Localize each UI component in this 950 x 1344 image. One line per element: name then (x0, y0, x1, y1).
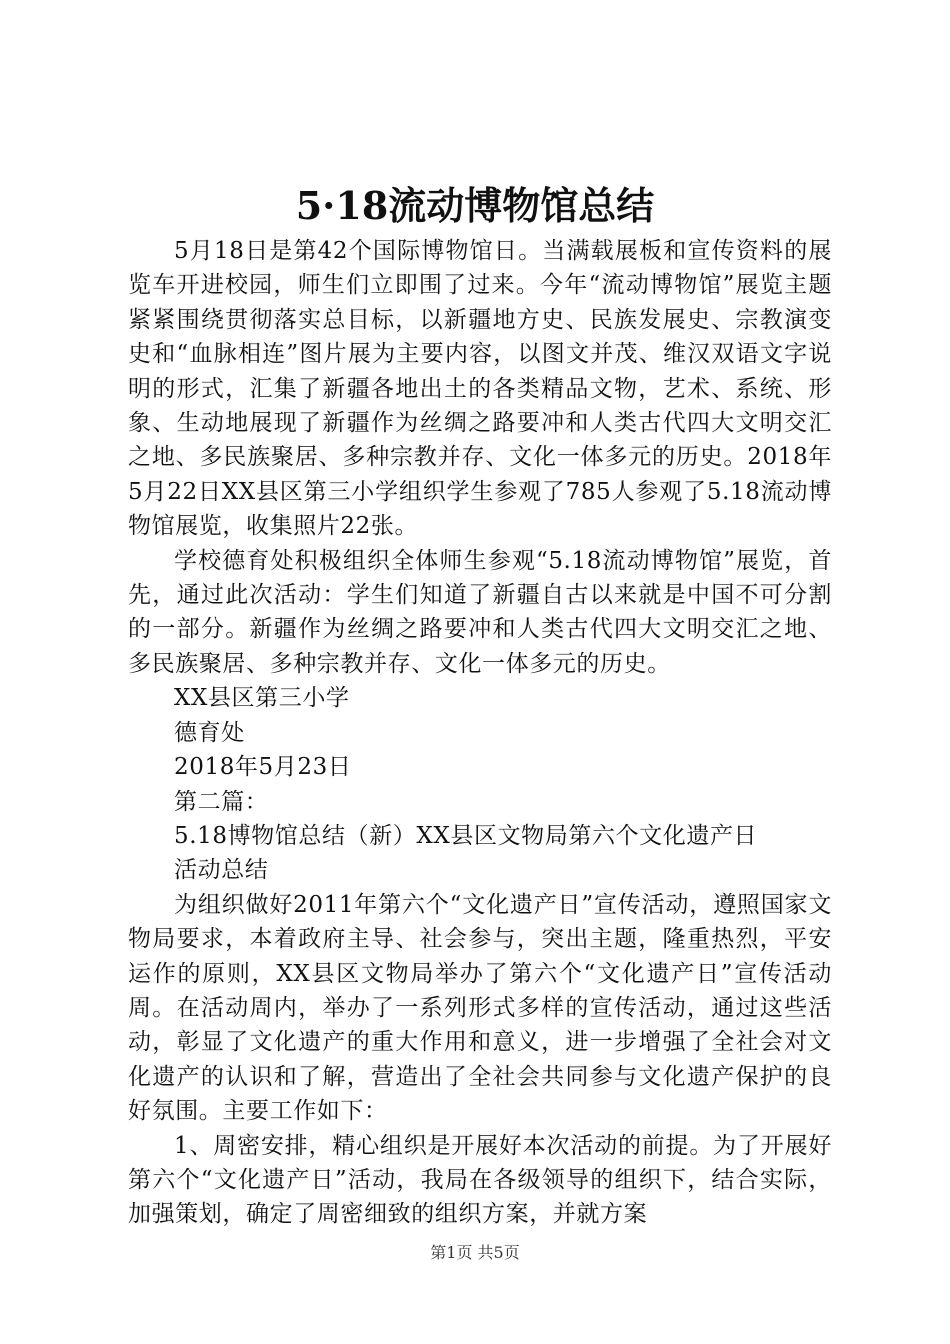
section-title-line-2: 活动总结 (174, 857, 269, 884)
signature-school: XX县区第三小学 (174, 685, 350, 712)
signature-department: 德育处 (174, 719, 245, 746)
document-title: 5·18流动博物馆总结 (295, 183, 655, 228)
section-paragraph-2: 1、周密安排，精心组织是开展好本次活动的前提。为了开展好第六个“文化遗产日”活动，我局在各级领导的组织下，结合实际，加强策划，确定了周密细致的组织方案，并就方案 (128, 1132, 832, 1228)
section-label: 第二篇： (174, 788, 269, 815)
signature-date: 2018年5月23日 (174, 754, 352, 781)
section-paragraph-1: 为组织做好2011年第六个“文化遗产日”宣传活动，遵照国家文物局要求，本着政府主导、社会参与，突出主题，隆重热烈，平安运作的原则，XX县区文物局举办了第六个“文化遗产日”宣传活动周。在活动周内，举办了一系列形式多样的宣传活动，通过这些活动，彰显了文化遗产的重大作用和意义，进一步增强了全社会对文化遗产的认识和了解，营造出了全社会共同参与文化遗产保护的良好氛围。主要工作如下： (128, 891, 832, 1125)
section-title-line-1: 5.18博物馆总结（新）XX县区文物局第六个文化遗产日 (174, 822, 758, 849)
page-footer: 第1页 共5页 (430, 1243, 520, 1262)
paragraph-2: 学校德育处积极组织全体师生参观“5.18流动博物馆”展览，首先，通过此次活动：学生们知道了新疆自古以来就是中国不可分割的一部分。新疆作为丝绸之路要冲和人类古代四大文明交汇之地、多民族聚居、多种宗教并存、文化一体多元的历史。 (128, 547, 832, 677)
document-body (128, 234, 832, 1232)
paragraph-1: 5月18日是第42个国际博物馆日。当满载展板和宣传资料的展览车开进校园，师生们立即围了过来。今年“流动博物馆”展览主题紧紧围绕贯彻落实总目标，以新疆地方史、民族发展史、宗教演变史和“血脉相连”图片展为主要内容，以图文并茂、维汉双语文字说明的形式，汇集了新疆各地出土的各类精品文物，艺术、系统、形象、生动地展现了新疆作为丝绸之路要冲和人类古代四大文明交汇之地、多民族聚居、多种宗教并存、文化一体多元的历史。2018年5月22日XX县区第三小学组织学生参观了785人参观了5.18流动博物馆展览，收集照片22张。 (128, 238, 832, 540)
